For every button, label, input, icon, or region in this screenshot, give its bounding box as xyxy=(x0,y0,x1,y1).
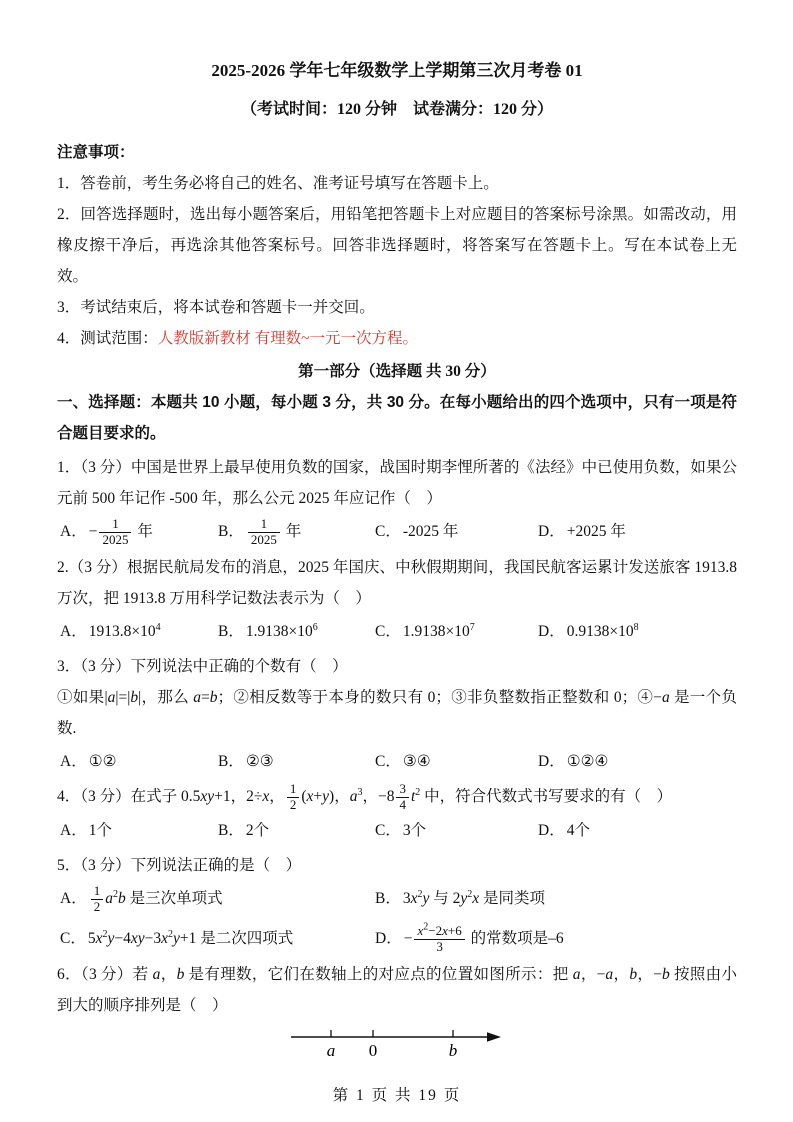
question-5-option-d: D． − $\frac{x^2-2x+6}{3}$ 的常数项是–6 xyxy=(375,921,564,954)
question-1-option-b: B． $\frac{1}{2025}$ 年 xyxy=(218,515,302,547)
question-5-stem: 5．（3 分）下列说法正确的是（ ） xyxy=(57,856,302,874)
question-3-stem: 3．（3 分）下列说法中正确的个数有（ ） xyxy=(57,657,348,675)
question-1-option-a: A． − $\frac{1}{2025}$ 年 xyxy=(60,515,153,547)
question-6-stem: 6．（3 分）若 a，b 是有理数，它们在数轴上的对应点的位置如图所示：把 a，−a，b，−b 按照由小到大的顺序排列是（ ） xyxy=(57,965,737,1014)
number-line-arrow-icon xyxy=(487,1032,501,1042)
notice-heading: 注意事项： xyxy=(57,144,135,161)
number-line-figure xyxy=(289,1027,505,1065)
question-5-option-a: A． $\frac{1}{2}$ $a^2b$ 是三次单项式 xyxy=(60,882,223,914)
question-5-options xyxy=(57,883,737,955)
question-4-option-a: A． 1个 xyxy=(60,821,112,839)
exam-info-subtitle: （考试时间：120 分钟 试卷满分：120 分） xyxy=(240,101,553,118)
number-line-label-a: a xyxy=(326,1040,336,1060)
notice-item-3: 3．考试结束后，将本试卷和答题卡一并交回。 xyxy=(57,299,375,316)
notice-item-1: 1．答卷前，考生务必将自己的姓名、准考证号填写在答题卡上。 xyxy=(57,175,499,192)
question-4-option-b: B． 2个 xyxy=(218,821,270,839)
question-3-statements: ①如果|a|=|b|，那么 a=b；②相反数等于本身的数只有 0；③非负整数指正整数和 0；④−a 是一个负数. xyxy=(57,688,737,737)
question-3-option-d: D． ①②④ xyxy=(538,752,609,770)
question-3-options xyxy=(57,746,737,777)
question-1-stem: 1．（3 分）中国是世界上最早使用负数的国家，战国时期李悝所著的《法经》中已使用负数，如果公元前 500 年记作 -500 年，那么公元 2025 年应记作（ ） xyxy=(57,459,737,507)
part1-heading: 第一部分（选择题 共 30 分） xyxy=(298,363,496,380)
question-3-option-c: C． ③④ xyxy=(375,752,431,770)
question-1-options xyxy=(57,516,737,548)
notice-item-4-label: 4．测试范围： xyxy=(57,330,158,347)
test-scope-red-text: 人教版新教材 有理数~一元一次方程。 xyxy=(157,330,419,347)
number-line-label-0: 0 xyxy=(368,1040,378,1060)
number-line-label-b: b xyxy=(448,1040,458,1060)
notice-item-4 xyxy=(57,323,737,354)
question-2-options xyxy=(57,616,737,647)
question-5-option-b: B． $3x^2y$ 与 $2y^2x$ 是同类项 xyxy=(375,889,546,908)
question-1-option-d: D． +2025 年 xyxy=(538,523,626,541)
question-5-option-c: C． $5x^2y-4xy-3x^2y+1$ 是二次四项式 xyxy=(60,928,294,948)
section1-intro: 一、选择题：本题共 10 小题，每小题 3 分，共 30 分。在每小题给出的四个选项中，只有一项是符合题目要求的。 xyxy=(57,394,737,442)
question-2-option-d: D． $0.9138\times 10^8$ xyxy=(538,621,639,640)
question-3-option-a: A． ①② xyxy=(60,752,117,770)
question-2-stem: 2.（3 分）根据民航局发布的消息，2025 年国庆、中秋假期期间，我国民航客运累计发送旅客 1913.8 万次，把 1913.8 万用科学记数法表示为（ ） xyxy=(57,558,737,607)
question-2-option-a: A． $1913.8\times 10^4$ xyxy=(60,621,161,640)
page-title: 2025-2026 学年七年级数学上学期第三次月考卷 01 xyxy=(211,61,583,80)
question-4-stem: 4．（3 分）在式子 0.5xy+1，2÷x， $\frac{1}{2}$ (x+y)，$a^3$，−8 $\frac{3}{4}$ $t^2$ 中，符合代数式书写要求的有（ ） xyxy=(57,780,673,812)
question-6-figure xyxy=(57,1027,737,1076)
question-3-option-b: B． ②③ xyxy=(218,752,274,770)
question-4-option-c: C． 3个 xyxy=(375,821,427,839)
question-2-option-b: B． $1.9138\times 10^6$ xyxy=(218,621,318,640)
notice-item-2: 2．回答选择题时，选出每小题答案后，用铅笔把答题卡上对应题目的答案标号涂黑。如需改动，用橡皮擦干净后，再选涂其他答案标号。回答非选择题时，将答案写在答题卡上。写在本试卷上无效。 xyxy=(57,206,737,285)
question-2-option-c: C． $1.9138\times 10^7$ xyxy=(375,621,475,640)
question-4-option-d: D． 4个 xyxy=(538,821,590,839)
question-4-options xyxy=(57,815,737,846)
page-number-footer: 第 1 页 共 19 页 xyxy=(332,1086,462,1104)
question-1-option-c: C． -2025 年 xyxy=(375,523,459,541)
